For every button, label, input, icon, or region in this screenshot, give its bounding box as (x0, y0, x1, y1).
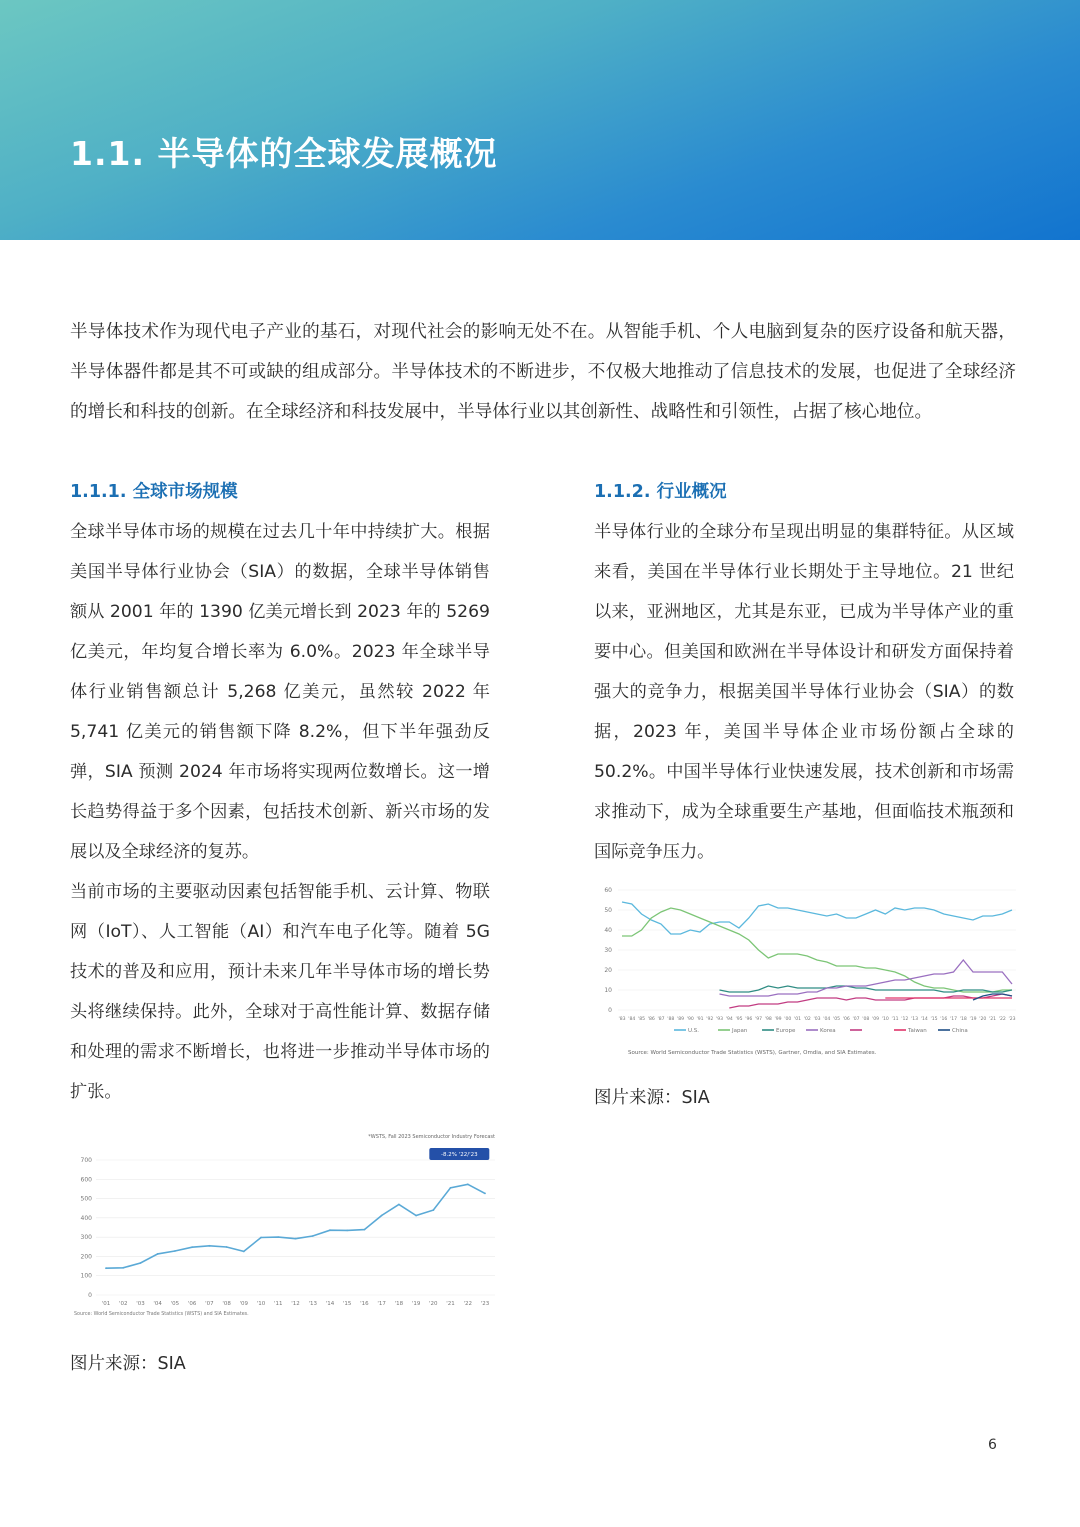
chart2-line-u-s (622, 902, 1012, 934)
header-banner (0, 0, 1080, 240)
chart1-data-point (364, 1229, 366, 1231)
chart1-x-tick-label: '11 (274, 1301, 283, 1307)
chart1-x-tick-label: '23 (480, 1301, 490, 1307)
chart1-data-point (226, 1246, 228, 1248)
chart1-x-tick-label: '21 (446, 1301, 455, 1307)
chart2-source: Source: World Semiconductor Trade Statistics (WSTS), Gartner, Omdia, and SIA Estimates. (628, 1050, 877, 1056)
chart2-x-tick-label: '93 (715, 1017, 724, 1022)
regional-share-chart (594, 882, 1024, 1062)
chart1-data-point (174, 1250, 176, 1252)
chart2-x-tick-label: '15 (930, 1017, 938, 1022)
chart2-y-tick-label: 0 (608, 1007, 612, 1014)
chart1-x-tick-label: '02 (118, 1301, 128, 1307)
chart1-data-point (122, 1267, 124, 1269)
chart2-line-series-5 (729, 994, 1012, 1008)
chart2-x-tick-label: '88 (667, 1017, 675, 1022)
chart1-data-point (398, 1204, 400, 1206)
chart1-x-tick-label: '09 (239, 1301, 249, 1307)
chart2-x-tick-label: '85 (637, 1017, 646, 1022)
chart1-x-tick-label: '17 (377, 1301, 386, 1307)
market-size-paragraph-2: 当前市场的主要驱动因素包括智能手机、云计算、物联网（IoT）、人工智能（AI）和汽车电子化等。随着 5G 技术的普及和应用，预计未来几年半导体市场的增长势头将继续保持。此外，全球对于高性能计算、数据存储和处理的需求不断增长，也将进一步推动半导体市场的扩张。 (70, 882, 490, 1102)
chart2-y-tick-label: 50 (604, 907, 612, 914)
chart2-line-europe (720, 986, 1013, 992)
chart2-x-tick-label: '02 (803, 1017, 811, 1022)
chart1-data-point (484, 1192, 486, 1194)
chart2-x-tick-label: '11 (891, 1017, 899, 1022)
chart1-y-tick-label: 200 (80, 1253, 92, 1261)
chart1-y-tick-label: 100 (80, 1272, 92, 1280)
chart1-y-tick-label: 600 (80, 1176, 92, 1184)
chart1-x-tick-label: '20 (429, 1301, 438, 1307)
chart1-data-point (191, 1246, 193, 1248)
chart2-x-tick-label: '18 (959, 1017, 967, 1022)
chart2-x-tick-label: '87 (657, 1017, 665, 1022)
chart1-y-tick-label: 0 (88, 1292, 92, 1299)
chart2-x-tick-label: '16 (940, 1017, 948, 1022)
global-sales-chart (70, 1130, 510, 1320)
chart1-x-tick-label: '08 (222, 1301, 231, 1307)
chart2-legend-label-europe: Europe (776, 1028, 796, 1034)
chart2-x-tick-label: '99 (774, 1017, 782, 1022)
chart2-x-tick-label: '10 (881, 1017, 889, 1022)
chart2-x-tick-label: '94 (725, 1017, 733, 1022)
chart1-x-tick-label: '12 (291, 1301, 300, 1307)
chart2-x-tick-label: '12 (901, 1017, 909, 1022)
chart2-x-tick-label: '90 (686, 1017, 694, 1022)
chart1-data-point (157, 1253, 159, 1255)
chart1-x-tick-label: '03 (136, 1301, 145, 1307)
chart2-legend-label-u-s: U.S. (688, 1028, 700, 1034)
chart1-data-point (415, 1215, 417, 1217)
chart1-x-tick-label: '22 (463, 1301, 473, 1307)
chart2-x-tick-label: '23 (1008, 1017, 1016, 1022)
chart2-x-tick-label: '22 (998, 1017, 1006, 1022)
market-size-chart-caption: 图片来源：SIA (70, 1354, 186, 1374)
chart2-x-tick-label: '14 (920, 1017, 928, 1022)
intro-paragraph: 半导体技术作为现代电子产业的基石，对现代社会的影响无处不在。从智能手机、个人电脑到复杂的医疗设备和航天器，半导体器件都是其不可或缺的组成部分。半导体技术的不断进步，不仅极大地推动了信息技术的发展，也促进了全球经济的增长和科技的创新。在全球经济和科技发展中，半导体行业以其创新性、战略性和引领性，占据了核心地位。 (70, 322, 1016, 422)
chart2-x-tick-label: '92 (706, 1017, 714, 1022)
chart1-x-tick-label: '07 (205, 1301, 214, 1307)
chart2-y-tick-label: 40 (604, 927, 612, 934)
chart2-x-tick-label: '01 (793, 1017, 802, 1022)
chart2-x-tick-label: '09 (871, 1017, 880, 1022)
chart1-x-tick-label: '16 (360, 1301, 369, 1307)
chart2-x-tick-label: '84 (628, 1017, 636, 1022)
chart2-x-tick-label: '83 (618, 1017, 626, 1022)
chart2-y-tick-label: 20 (604, 967, 612, 974)
chart2-x-tick-label: '97 (754, 1017, 763, 1022)
chart1-x-tick-label: '10 (256, 1301, 266, 1307)
chart2-y-tick-label: 60 (604, 887, 612, 894)
chart1-data-point (140, 1262, 142, 1264)
chart1-x-tick-label: '15 (342, 1301, 352, 1307)
industry-overview-paragraph: 半导体行业的全球分布呈现出明显的集群特征。从区域来看，美国在半导体行业长期处于主导地位。21 世纪以来，亚洲地区，尤其是东亚，已成为半导体产业的重要中心。但美国和欧洲在半导体设计和研发方面保持着强大的竞争力，根据美国半导体行业协会（SIA）的数据，2023 年，美国半导体企业市场份额占全球的 50.2%。中国半导体行业快速发展，技术创新和市场需求推动下，成为全球重要生产基地，但面临技术瓶颈和国际竞争压力。 (594, 522, 1014, 862)
chart2-x-tick-label: '20 (979, 1017, 987, 1022)
chart2-x-tick-label: '89 (676, 1017, 685, 1022)
chart2-x-tick-label: '00 (784, 1017, 792, 1022)
chart2-x-tick-label: '06 (842, 1017, 850, 1022)
chart1-data-point (346, 1229, 348, 1231)
chart1-source: Source: World Semiconductor Trade Statistics (WSTS) and SIA Estimates. (74, 1312, 249, 1317)
chart2-x-tick-label: '13 (910, 1017, 919, 1022)
chart1-y-tick-label: 400 (80, 1214, 92, 1222)
section-market-size (70, 472, 495, 1384)
chart2-x-tick-label: '17 (949, 1017, 958, 1022)
chart1-data-point (243, 1251, 245, 1253)
chart1-data-point (260, 1237, 262, 1239)
chart2-y-tick-label: 30 (604, 947, 612, 954)
chart1-y-tick-label: 700 (80, 1157, 92, 1164)
chart2-x-tick-label: '05 (832, 1017, 841, 1022)
chart1-x-tick-label: '06 (187, 1301, 197, 1307)
chart1-x-tick-label: '18 (394, 1301, 404, 1307)
industry-overview-chart-caption: 图片来源：SIA (594, 1088, 710, 1108)
chart1-x-tick-label: '04 (153, 1301, 162, 1307)
chart1-x-tick-label: '14 (325, 1301, 335, 1307)
chart2-x-tick-label: '03 (813, 1017, 821, 1022)
chart1-data-point (381, 1215, 383, 1217)
chart1-x-tick-label: '13 (308, 1301, 317, 1307)
chart1-y-tick-label: 300 (80, 1234, 92, 1242)
page-title: 1.1. 半导体的全球发展概况 (70, 134, 498, 173)
chart1-data-point (329, 1229, 331, 1231)
chart2-legend-label-china: China (952, 1028, 968, 1034)
chart2-x-tick-label: '95 (735, 1017, 743, 1022)
chart1-note: *WSTS, Fall 2023 Semiconductor Industry Forecast (368, 1134, 495, 1140)
chart2-x-tick-label: '96 (745, 1017, 753, 1022)
chart1-data-point (208, 1245, 210, 1247)
chart2-x-tick-label: '07 (852, 1017, 860, 1022)
chart1-x-tick-label: '19 (411, 1301, 421, 1307)
chart1-x-tick-label: '01 (101, 1301, 111, 1307)
chart1-data-point (295, 1238, 297, 1240)
chart2-x-tick-label: '91 (696, 1017, 704, 1022)
chart1-data-point (450, 1187, 452, 1189)
chart2-legend-label-japan: Japan (732, 1028, 748, 1034)
chart1-data-point (467, 1183, 469, 1185)
chart1-data-point (277, 1236, 279, 1238)
chart2-legend-label-korea: Korea (820, 1028, 836, 1034)
page-number: 6 (988, 1437, 997, 1453)
chart1-y-tick-label: 500 (80, 1195, 92, 1203)
chart1-sales-line (106, 1184, 485, 1268)
market-size-paragraph-1: 全球半导体市场的规模在过去几十年中持续扩大。根据美国半导体行业协会（SIA）的数据，全球半导体销售额从 2001 年的 1390 亿美元增长到 2023 年的 5269 亿美元，年均复合增长率为 6.0%。2023 年全球半导体行业销售额总计 5,268 亿美元，虽然较 2022 年 5,741 亿美元的销售额下降 8.2%，但下半年强劲反弹，SIA 预测 2024 年市场将实现两位数增长。这一增长趋势得益于多个因素，包括技术创新、新兴市场的发展以及全球经济的复苏。 (70, 522, 490, 862)
chart2-x-tick-label: '98 (764, 1017, 772, 1022)
section-industry-overview (594, 472, 1014, 1118)
section-heading-industry-overview: 1.1.2. 行业概况 (594, 482, 727, 502)
chart2-x-tick-label: '08 (862, 1017, 870, 1022)
chart2-line-china (973, 994, 1012, 1000)
chart2-x-tick-label: '19 (969, 1017, 977, 1022)
chart1-x-tick-label: '05 (170, 1301, 180, 1307)
section-heading-market-size: 1.1.1. 全球市场规模 (70, 482, 238, 502)
chart2-x-tick-label: '21 (988, 1017, 997, 1022)
chart1-data-point (312, 1235, 314, 1237)
chart2-legend-label-taiwan: Taiwan (908, 1028, 927, 1034)
chart1-data-point (432, 1209, 434, 1211)
chart2-x-tick-label: '86 (647, 1017, 655, 1022)
chart2-y-tick-label: 10 (604, 987, 612, 994)
chart1-annotation: -8.2% '22/'23 (441, 1152, 478, 1158)
chart1-data-point (105, 1267, 107, 1269)
chart2-x-tick-label: '04 (823, 1017, 831, 1022)
